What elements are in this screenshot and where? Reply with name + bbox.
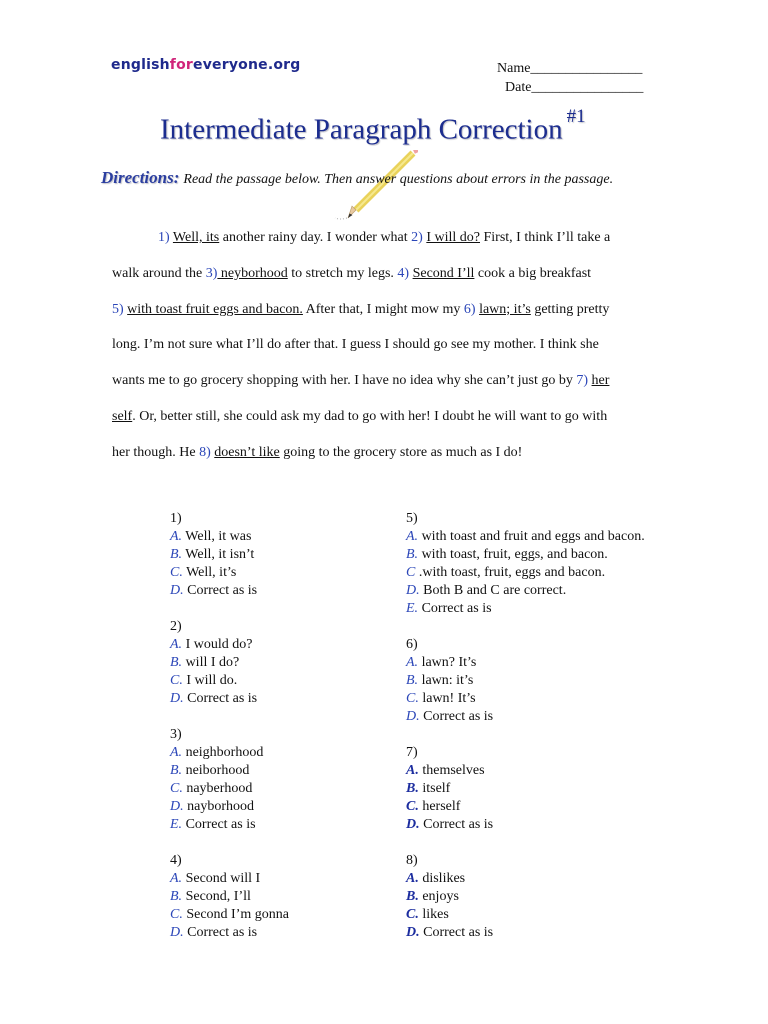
option-letter: D. xyxy=(406,583,420,598)
passage-text: walk around the xyxy=(112,265,206,281)
question-number: 1) xyxy=(170,511,182,526)
error-number: 7) xyxy=(576,373,589,389)
option-letter: A. xyxy=(170,529,183,544)
answer-option xyxy=(406,906,645,924)
answer-option xyxy=(170,816,289,834)
option-text: Correct as is xyxy=(419,817,494,832)
option-letter: C xyxy=(406,565,416,580)
option-letter: B. xyxy=(406,673,419,688)
underlined-error: with toast fruit eggs and bacon. xyxy=(127,301,303,317)
option-letter: D. xyxy=(170,583,184,598)
answer-option xyxy=(170,906,289,924)
option-letter: A. xyxy=(406,655,419,670)
underlined-error: self xyxy=(112,408,133,424)
passage-line xyxy=(112,363,664,399)
answer-option xyxy=(406,690,645,708)
underlined-error: doesn’t like xyxy=(214,444,280,460)
option-text: with toast and fruit and eggs and bacon. xyxy=(418,529,645,544)
directions xyxy=(101,168,613,188)
answer-option xyxy=(170,744,289,762)
error-number: 4) xyxy=(397,265,410,281)
answer-option xyxy=(170,780,289,798)
name-line: Name________________ xyxy=(497,61,643,76)
option-letter: A. xyxy=(170,871,183,886)
option-letter: C. xyxy=(170,673,183,688)
option-text: neighborhood xyxy=(182,745,264,760)
passage-text: long. I’m not sure what I’ll do after that. I guess I should go see my mother. I think she xyxy=(112,337,599,353)
question-number: 2) xyxy=(170,619,182,634)
answer-option xyxy=(170,762,289,780)
option-letter: E. xyxy=(170,817,183,832)
option-text: Both B and C are correct. xyxy=(419,583,567,598)
error-number: 1) xyxy=(158,230,170,245)
option-letter: B. xyxy=(170,763,183,778)
answers-column-left xyxy=(170,510,289,960)
question-4 xyxy=(170,852,289,942)
option-letter: C. xyxy=(170,907,183,922)
option-letter: C. xyxy=(406,691,419,706)
answer-option xyxy=(406,672,645,690)
answer-option xyxy=(170,924,289,942)
underlined-error: her xyxy=(591,373,610,389)
option-text: with toast, fruit, eggs, and bacon. xyxy=(418,547,608,562)
option-letter: C. xyxy=(170,781,183,796)
passage-line xyxy=(112,327,664,363)
option-text: Well, it was xyxy=(182,529,252,544)
option-letter: B. xyxy=(170,889,183,904)
option-letter: B. xyxy=(170,655,183,670)
error-number: 6) xyxy=(463,301,476,317)
answer-option xyxy=(406,870,645,888)
option-text: likes xyxy=(418,907,449,922)
question-6 xyxy=(406,636,645,726)
question-5 xyxy=(406,510,645,618)
option-text: Second, I’ll xyxy=(182,889,251,904)
question-number: 6) xyxy=(406,637,418,652)
option-text: .with toast, fruit, eggs and bacon. xyxy=(415,565,606,580)
passage-text: getting pretty xyxy=(530,301,610,317)
option-letter: B. xyxy=(406,781,419,796)
question-number: 5) xyxy=(406,511,418,526)
question-number: 8) xyxy=(406,853,418,868)
option-text: nayberhood xyxy=(182,781,253,796)
option-letter: C. xyxy=(170,565,183,580)
answer-option xyxy=(170,582,289,600)
answer-option xyxy=(406,546,645,564)
question-2 xyxy=(170,618,289,708)
option-letter: D. xyxy=(406,817,420,832)
answer-option xyxy=(170,798,289,816)
option-letter: D. xyxy=(406,709,420,724)
answer-option xyxy=(170,636,289,654)
option-text: Correct as is xyxy=(183,691,258,706)
option-text: lawn! It’s xyxy=(418,691,476,706)
option-letter: D. xyxy=(170,691,184,706)
question-1 xyxy=(170,510,289,600)
error-number: 3) xyxy=(205,265,218,281)
passage-text: After that, I might mow my xyxy=(302,301,464,317)
option-text: neiborhood xyxy=(182,763,250,778)
date-line: Date________________ xyxy=(505,80,644,95)
option-text: enjoys xyxy=(418,889,459,904)
underlined-error: Second I’ll xyxy=(412,265,475,281)
answer-option xyxy=(406,798,645,816)
title-text: Intermediate Paragraph Correction xyxy=(160,113,563,146)
question-number: 4) xyxy=(170,853,182,868)
question-3 xyxy=(170,726,289,834)
option-letter: B. xyxy=(406,889,419,904)
option-text: Second I’m gonna xyxy=(182,907,289,922)
answers-column-right xyxy=(406,510,645,960)
logo-part-for: for xyxy=(169,57,193,73)
directions-label: Directions: xyxy=(101,168,180,187)
option-letter: D. xyxy=(170,799,184,814)
option-letter: A. xyxy=(406,529,419,544)
option-text: nayborhood xyxy=(183,799,255,814)
answer-option xyxy=(406,780,645,798)
logo-part-everyone: everyone.org xyxy=(193,57,301,73)
option-text: itself xyxy=(418,781,451,796)
passage-text: wants me to go grocery shopping with her. I have no idea why she can’t just go by xyxy=(112,373,577,389)
option-letter: A. xyxy=(406,871,419,886)
question-8 xyxy=(406,852,645,942)
option-letter: A. xyxy=(170,637,183,652)
answer-option xyxy=(170,528,289,546)
answer-option xyxy=(406,708,645,726)
option-text: I would do? xyxy=(182,637,253,652)
answer-option xyxy=(406,924,645,942)
option-letter: A. xyxy=(406,763,419,778)
passage-text: . Or, better still, she could ask my dad to go with her! I doubt he will want to go with xyxy=(132,408,608,424)
option-text: will I do? xyxy=(182,655,240,670)
option-text: Well, it’s xyxy=(182,565,237,580)
answer-option xyxy=(170,654,289,672)
passage-line xyxy=(112,292,664,328)
option-text: Correct as is xyxy=(419,709,494,724)
underlined-error: neyborhood xyxy=(217,265,288,281)
option-letter: D. xyxy=(406,925,420,940)
option-text: I will do. xyxy=(182,673,238,688)
answer-option xyxy=(170,546,289,564)
passage-text: First, I think I’ll take a xyxy=(480,230,611,245)
option-text: Second will I xyxy=(182,871,261,886)
name-date-box xyxy=(497,59,643,97)
answer-option xyxy=(406,564,645,582)
option-text: lawn: it’s xyxy=(418,673,474,688)
passage xyxy=(112,220,664,471)
answer-option xyxy=(406,582,645,600)
answer-option xyxy=(406,528,645,546)
answer-option xyxy=(406,654,645,672)
directions-text: Read the passage below. Then answer questions about errors in the passage. xyxy=(183,172,614,187)
option-letter: B. xyxy=(406,547,419,562)
option-letter: C. xyxy=(406,799,419,814)
error-number: 5) xyxy=(112,301,124,317)
option-letter: C. xyxy=(406,907,419,922)
answer-option xyxy=(406,762,645,780)
passage-line xyxy=(112,220,664,256)
error-number: 8) xyxy=(199,444,211,460)
option-text: Correct as is xyxy=(182,817,256,832)
answer-option xyxy=(170,690,289,708)
logo-part-english: english xyxy=(111,57,170,73)
underlined-error: I will do? xyxy=(426,230,480,245)
option-text: Correct as is xyxy=(183,583,258,598)
question-number: 3) xyxy=(170,727,182,742)
answer-option xyxy=(170,888,289,906)
passage-text: her though. He xyxy=(112,444,200,460)
passage-text: cook a big breakfast xyxy=(474,265,592,281)
passage-text: going to the grocery store as much as I do! xyxy=(279,444,523,460)
underlined-error: lawn; it’s xyxy=(479,301,531,317)
option-text: lawn? It’s xyxy=(418,655,477,670)
passage-line xyxy=(112,435,664,471)
passage-line xyxy=(112,256,664,292)
option-letter: A. xyxy=(170,745,183,760)
question-7 xyxy=(406,744,645,834)
passage-text: another rainy day. I wonder what xyxy=(219,230,412,245)
answer-option xyxy=(170,870,289,888)
worksheet-title xyxy=(160,106,586,147)
option-text: Correct as is xyxy=(418,601,492,616)
answer-option xyxy=(170,564,289,582)
passage-line xyxy=(112,399,664,435)
option-text: Correct as is xyxy=(419,925,494,940)
answer-option xyxy=(170,672,289,690)
question-number: 7) xyxy=(406,745,418,760)
option-text: Correct as is xyxy=(183,925,258,940)
option-letter: D. xyxy=(170,925,184,940)
site-logo xyxy=(111,57,301,73)
option-letter: B. xyxy=(170,547,183,562)
answer-option xyxy=(406,816,645,834)
option-text: herself xyxy=(418,799,461,814)
option-text: dislikes xyxy=(418,871,466,886)
option-text: Well, it isn’t xyxy=(182,547,255,562)
passage-text: to stretch my legs. xyxy=(287,265,398,281)
answer-option xyxy=(406,600,645,618)
answer-option xyxy=(406,888,645,906)
underlined-error: Well, its xyxy=(172,230,220,245)
option-text: themselves xyxy=(418,763,485,778)
error-number: 2) xyxy=(411,230,423,245)
option-letter: E. xyxy=(406,601,419,616)
title-number: #1 xyxy=(566,106,586,127)
